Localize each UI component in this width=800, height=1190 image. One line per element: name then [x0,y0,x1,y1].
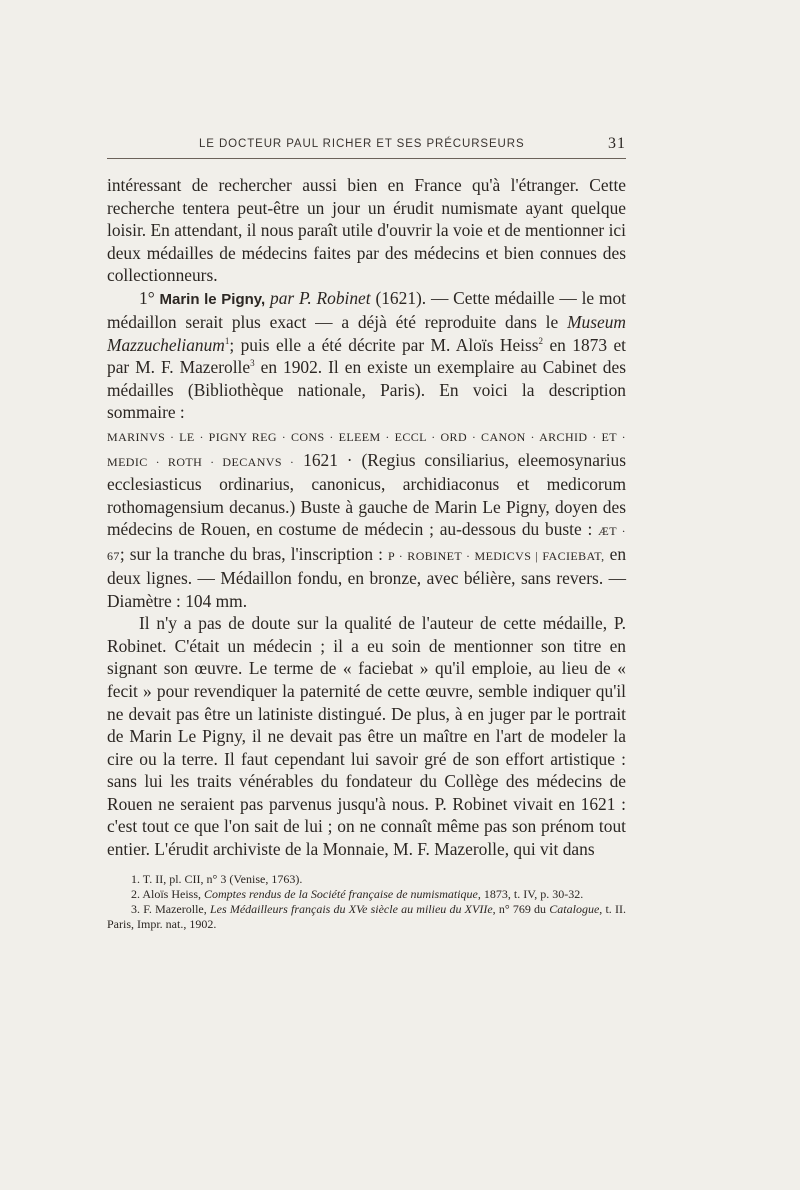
footnote-ref-2[interactable]: 2 [538,336,544,347]
header-rule [107,158,626,159]
paragraph-3 [107,449,626,613]
footnote-ref-1[interactable]: 1 [224,336,230,347]
paragraph-2 [107,287,626,424]
footnote-1: 1. T. II, pl. CII, n° 3 (Venise, 1763). [131,872,303,886]
footnote-ref-3[interactable]: 3 [250,358,255,369]
footnote-3-title: Les Médailleurs français du XVe siècle au milieu du XVIIe [209,902,493,916]
paragraph-2-text-b: ; puis elle a été décrite par M. Aloïs Heiss [229,334,539,355]
footnote-2-ref: , 1873, t. IV, p. 30-32. [477,887,584,901]
inscription-line [107,424,626,449]
medal-subject: Marin le Pigny, [159,290,266,308]
footnotes [107,872,626,932]
paragraph-3-text-2: ; sur la tranche du bras, l'inscription : [119,543,383,564]
footnote-3-imprint: , t. II. Paris, Impr. nat., 1902. [107,902,626,931]
inscription-text: MARINVS · LE · PIGNY REG · CONS · ELEEM · ECCL · ORD · CANON · ARCHID · ET · [107,430,626,445]
paragraph-2-text-d: en 1902. Il en existe un exemplaire au Cabinet des médailles (Bibliothèque nationale, Paris). En voici la description sommaire : [107,357,626,423]
footnote-2-author: 2. Aloïs Heiss, [131,887,202,901]
page-header [107,135,626,157]
paragraph-3-text-3: en deux lignes. — Médaillon fondu, en bronze, avec bélière, sans revers. — Diamètre : 104 mm. [107,543,627,611]
footnote-3-catalogue: Catalogue [549,902,600,916]
footnote-3-author: 3. F. Mazerolle, [131,902,207,916]
item-number: 1° [139,287,155,308]
museum-title: Museum Mazzuchelianum [107,312,626,355]
medal-author: par P. Robinet [270,287,371,308]
footnote-3-ref: , n° 769 du [492,902,547,916]
body-text [107,174,626,860]
inscription-continued: MEDIC · ROTH · DECANVS · [107,454,295,469]
footnote-3 [107,902,626,932]
footnote-2-title: Comptes rendus de la Société française de numismatique [204,887,478,901]
paragraph-4: Il n'y a pas de doute sur la qualité de l'auteur de cette médaille, P. Robinet. C'était un médecin ; il a eu soin de mentionner son titre en signant son œuvre. Le terme de « faciebat » qu'il emploie, au lieu de « fecit » pour revendiquer la paternité de cette œuvre, semble indiquer qu'il ne devait pas être un latiniste distingué. De plus, à en juger par le portrait de Marin Le Pigny, il ne devait pas être un maître en l'art de modeler la cire ou la terre. Il faut cependant lui savoir gré de son effort artistique : sans lui les traits vénérables du fondateur du Collège des médecins de Rouen ne seraient pas parvenus jusqu'à nous. P. Robinet vivait en 1621 : c'est tout ce que l'on sait de lui ; on ne connaît même pas son prénom tout entier. L'érudit archiviste de la Monnaie, M. F. Mazerolle, qui vit dans [107,613,626,859]
age-inscription: ÆT · 67 [107,524,626,563]
paragraph-3-text: 1621 · (Regius consiliarius, eleemosynarius ecclesiasticus ordinarius, canonicus, archidiaconus et medicorum rothomagensium decanus.) Buste à gauche de Marin Le Pigny, doyen des médecins de Rouen, en costume de médecin ; au-dessous du buste : [107,449,626,540]
paragraph-2-text-a: (1621). — Cette médaille — le mot médaillon serait plus exact — a déjà été reproduite dans le [107,287,626,333]
running-head: LE DOCTEUR PAUL RICHER ET SES PRÉCURSEURS [199,138,525,150]
signature-inscription: P · ROBINET · MEDICVS | FACIEBAT, [388,548,605,563]
footnote-2 [107,887,626,902]
page-number: 31 [608,135,626,152]
paragraph-2-text-c: en 1873 et par M. F. Mazerolle [107,334,626,378]
paragraph-1: intéressant de rechercher aussi bien en France qu'à l'étranger. Cette recherche tentera peut-être un jour un érudit numismate ayant quelque loisir. En attendant, il nous paraît utile d'ouvrir la voie et de mentionner ici deux médailles de médecins faites par des médecins et bien connues des collectionneurs. [107,175,626,286]
